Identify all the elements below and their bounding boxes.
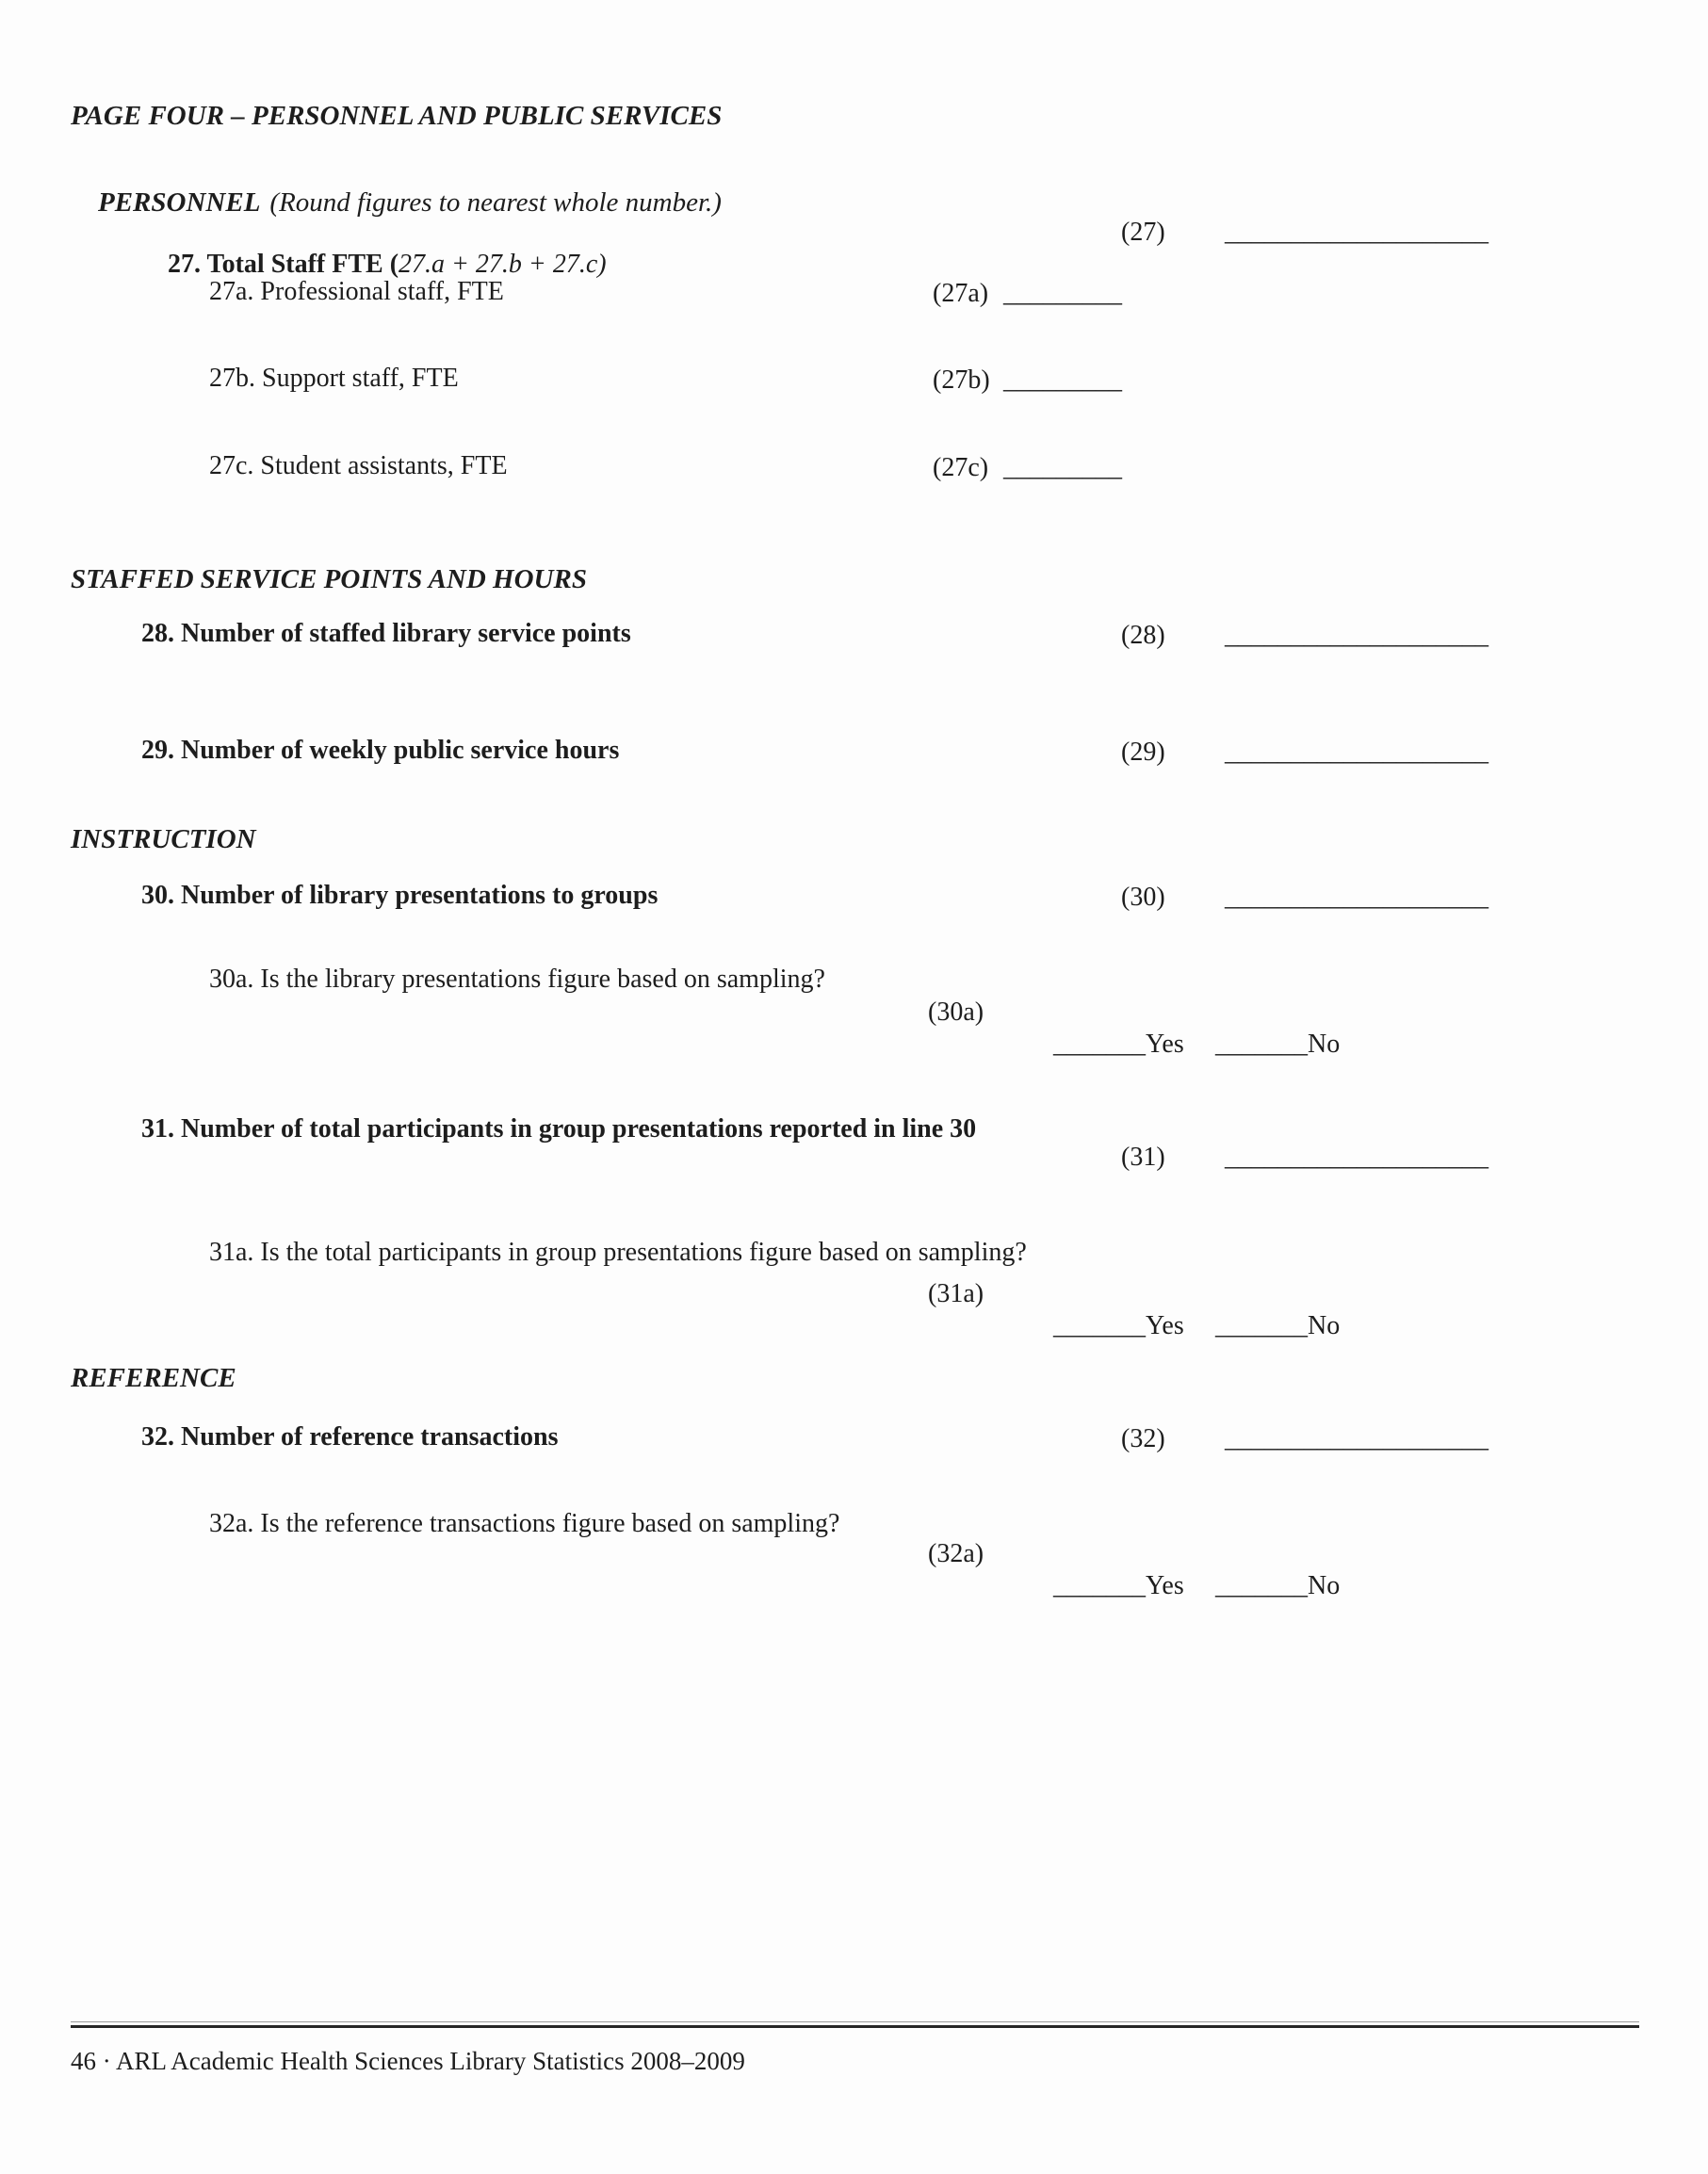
question-27a-ref: (27a)	[933, 279, 989, 308]
question-28-ref: (28)	[1121, 621, 1165, 650]
question-28-answer-line: ____________________	[1225, 621, 1488, 650]
question-31a-ref: (31a)	[928, 1279, 984, 1308]
question-27a-answer-line: _________	[1003, 279, 1122, 308]
question-27b-label: 27b. Support staff, FTE	[209, 364, 459, 393]
question-30a-yes-line: _______	[1053, 1029, 1146, 1059]
question-29-answer-line: ____________________	[1225, 738, 1488, 767]
question-27b-answer-line: _________	[1003, 365, 1122, 395]
question-30a-yes-option	[1027, 997, 1184, 1092]
page-title: PAGE FOUR – PERSONNEL AND PUBLIC SERVICES	[71, 101, 723, 131]
question-30a-yes-label: Yes	[1146, 1029, 1184, 1059]
question-32a-no-line: _______	[1215, 1570, 1308, 1600]
section-heading-personnel-note: (Round figures to nearest whole number.)	[269, 187, 722, 218]
question-31-ref: (31)	[1121, 1143, 1165, 1172]
question-27-label-formula: 27.a + 27.b + 27.c)	[399, 249, 607, 279]
question-27-answer-line: ____________________	[1225, 218, 1488, 247]
question-31-answer-line: ____________________	[1225, 1143, 1488, 1172]
question-29-label: 29. Number of weekly public service hours	[141, 736, 620, 765]
question-32a-label: 32a. Is the reference transactions figure based on sampling?	[209, 1509, 840, 1538]
question-32a-yes-label: Yes	[1146, 1570, 1184, 1600]
question-30a-ref: (30a)	[928, 998, 984, 1027]
question-27a-label: 27a. Professional staff, FTE	[209, 277, 504, 306]
question-32-answer-line: ____________________	[1225, 1424, 1488, 1453]
question-27c-ref: (27c)	[933, 453, 989, 482]
question-32-label: 32. Number of reference transactions	[141, 1422, 559, 1452]
question-30a-no-line: _______	[1215, 1029, 1308, 1059]
question-30a-label: 30a. Is the library presentations figure based on sampling?	[209, 965, 825, 994]
question-32a-no-label: No	[1308, 1570, 1341, 1600]
question-32a-yes-line: _______	[1053, 1570, 1146, 1600]
question-30-answer-line: ____________________	[1225, 883, 1488, 912]
question-28-label: 28. Number of staffed library service points	[141, 619, 631, 648]
question-27c-label: 27c. Student assistants, FTE	[209, 451, 508, 480]
question-32a-ref: (32a)	[928, 1539, 984, 1568]
section-heading-staffed-service-points: STAFFED SERVICE POINTS AND HOURS	[71, 564, 587, 594]
question-30a-no-label: No	[1308, 1029, 1341, 1059]
question-31a-yes-option	[1027, 1278, 1184, 1373]
question-30a-no-option	[1189, 997, 1340, 1092]
footer-divider	[71, 2021, 1639, 2028]
question-27-label-main: 27. Total Staff FTE (	[168, 249, 399, 279]
question-31-label: 31. Number of total participants in group presentations reported in line 30	[141, 1114, 977, 1144]
question-31a-yes-line: _______	[1053, 1310, 1146, 1340]
footer-page-label: 46 · ARL Academic Health Sciences Library Statistics 2008–2009	[71, 2047, 745, 2075]
question-31a-no-label: No	[1308, 1310, 1341, 1340]
question-32a-no-option	[1189, 1538, 1340, 1633]
question-30-label: 30. Number of library presentations to groups	[141, 881, 659, 910]
question-27c-answer-line: _________	[1003, 453, 1122, 482]
question-31a-label: 31a. Is the total participants in group presentations figure based on sampling?	[209, 1238, 1027, 1267]
question-32a-yes-option	[1027, 1538, 1184, 1633]
question-27-ref: (27)	[1121, 218, 1165, 247]
question-31a-no-line: _______	[1215, 1310, 1308, 1340]
question-31a-yes-label: Yes	[1146, 1310, 1184, 1340]
question-27b-ref: (27b)	[933, 365, 990, 395]
section-heading-reference: REFERENCE	[71, 1363, 236, 1393]
question-29-ref: (29)	[1121, 738, 1165, 767]
question-32-ref: (32)	[1121, 1424, 1165, 1453]
section-heading-personnel-label: PERSONNEL	[98, 187, 261, 218]
section-heading-instruction: INSTRUCTION	[71, 824, 256, 854]
question-31a-no-option	[1189, 1278, 1340, 1373]
question-30-ref: (30)	[1121, 883, 1165, 912]
